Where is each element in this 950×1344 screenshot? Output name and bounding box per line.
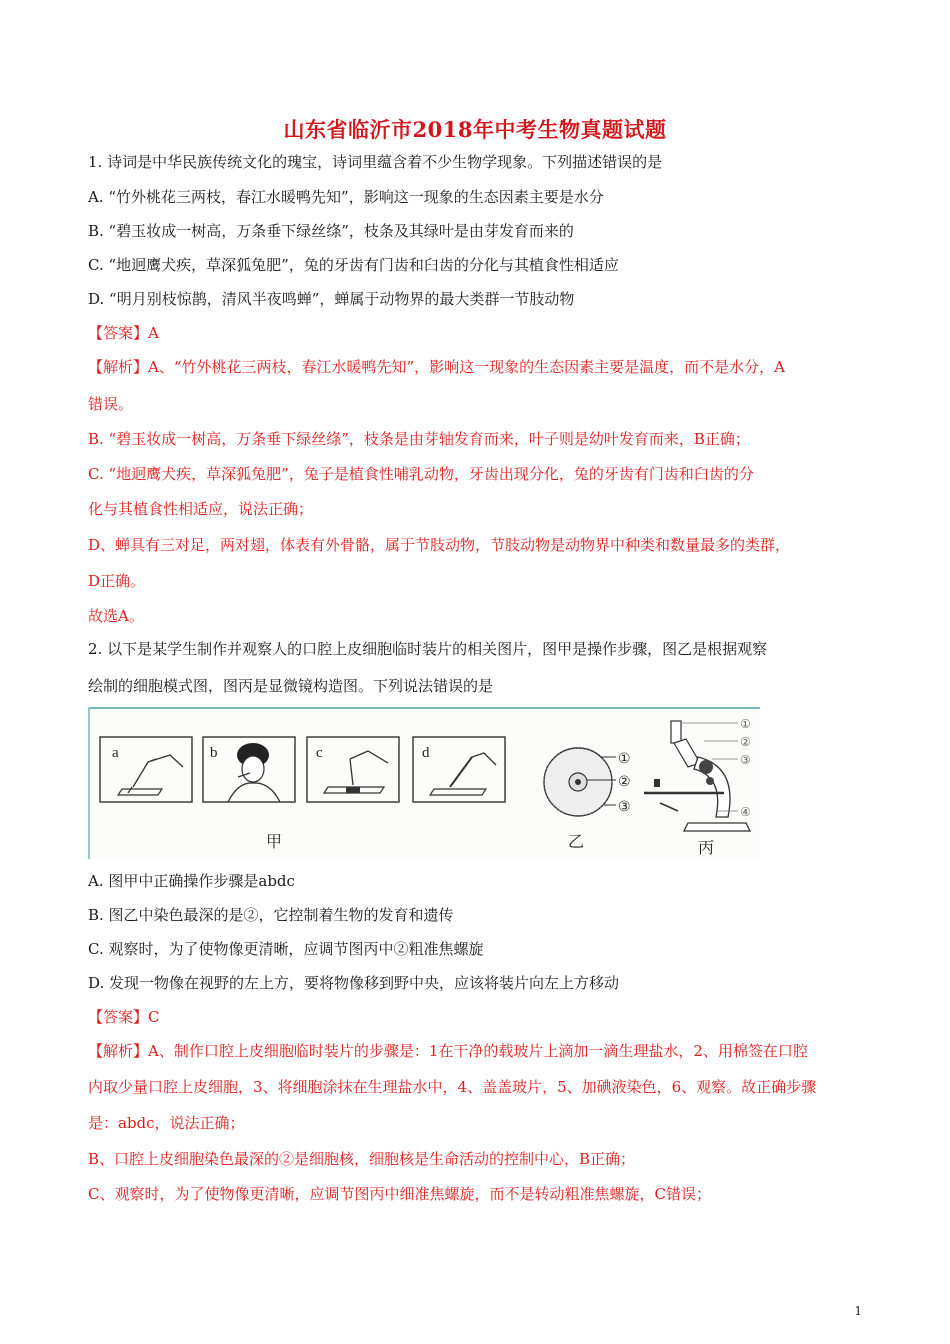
q2-option-a: A. 图甲中正确操作步骤是abdc — [88, 872, 295, 890]
q1-option-c: C. “地迥鹰犬疾，草深狐兔肥”，兔的牙齿有门齿和臼齿的分化与其植食性相适应 — [88, 256, 619, 274]
scope-label: ① — [740, 717, 751, 731]
q2-stem-line: 绘制的细胞模式图，图丙是显微镜构造图。下列说法错误的是 — [88, 677, 494, 695]
q1-stem: 1. 诗词是中华民族传统文化的瑰宝，诗词里蕴含着不少生物学现象。下列描述错误的是 — [88, 153, 663, 171]
q1-answer: 【答案】A — [88, 324, 159, 342]
q2-figure — [88, 707, 760, 859]
caption-jia: 甲 — [266, 834, 283, 851]
q2-figure-drawing — [88, 707, 760, 859]
q2-analysis-line: 是：abdc，说法正确； — [88, 1114, 245, 1132]
q1-option-a: A. “竹外桃花三两枝，春江水暖鸭先知”，影响这一现象的生态因素主要是水分 — [88, 188, 604, 206]
scope-label: ③ — [740, 753, 751, 767]
page-title: 山东省临沂市2018年中考生物真题试题 — [283, 117, 667, 142]
q2-analysis-line: C、观察时，为了使物像更清晰，应调节图丙中细准焦螺旋，而不是转动粗准焦螺旋，C错误； — [88, 1185, 711, 1203]
q1-analysis-line: D正确。 — [88, 572, 146, 590]
page-number: 1 — [854, 1304, 862, 1318]
step-label: a — [112, 745, 119, 761]
caption-yi: 乙 — [568, 834, 585, 851]
q2-option-c: C. 观察时，为了使物像更清晰，应调节图丙中②粗准焦螺旋 — [88, 940, 484, 958]
q1-analysis-line: 错误。 — [88, 395, 134, 413]
q2-answer: 【答案】C — [88, 1008, 160, 1026]
q1-analysis-line: B. “碧玉妆成一树高，万条垂下绿丝绦”，枝条是由芽轴发育而来，叶子则是幼叶发育而来，B正确； — [88, 430, 750, 448]
scope-label: ④ — [740, 805, 751, 819]
q1-option-b: B. “碧玉妆成一树高，万条垂下绿丝绦”，枝条及其绿叶是由芽发育而来的 — [88, 222, 574, 240]
q2-analysis-line: B、口腔上皮细胞染色最深的②是细胞核，细胞核是生命活动的控制中心，B正确； — [88, 1150, 636, 1168]
q2-option-d: D. 发现一物像在视野的左上方，要将物像移到野中央，应该将装片向左上方移动 — [88, 974, 620, 992]
cell-label: ① — [618, 751, 631, 767]
q1-option-d: D. “明月别枝惊鹊，清风半夜鸣蝉”，蝉属于动物界的最大类群一节肢动物 — [88, 290, 575, 308]
step-label: b — [210, 745, 218, 761]
q2-analysis-line: 内取少量口腔上皮细胞，3、将细胞涂抹在生理盐水中，4、盖盖玻片，5、加碘液染色，6、观察。故正确步骤 — [88, 1078, 817, 1096]
q2-option-b: B. 图乙中染色最深的是②，它控制着生物的发育和遗传 — [88, 906, 454, 924]
q1-analysis-line: 【解析】A、“竹外桃花三两枝，春江水暖鸭先知”，影响这一现象的生态因素主要是温度，而不是水分，A — [88, 358, 786, 376]
scope-label: ② — [740, 735, 751, 749]
cell-diagram — [544, 748, 631, 816]
q1-analysis-line: 化与其植食性相适应，说法正确； — [88, 500, 314, 518]
q2-analysis-line: 【解析】A、制作口腔上皮细胞临时装片的步骤是：1在干净的载玻片上滴加一滴生理盐水，2、用棉签在口腔 — [88, 1042, 808, 1060]
cell-label: ② — [618, 774, 631, 790]
step-label: d — [422, 745, 430, 761]
q1-analysis-line: C. “地迥鹰犬疾，草深狐兔肥”，兔子是植食性哺乳动物，牙齿出现分化，兔的牙齿有门齿和臼齿的分 — [88, 465, 754, 483]
q2-stem-line: 2. 以下是某学生制作并观察人的口腔上皮细胞临时装片的相关图片，图甲是操作步骤，图乙是根据观察 — [88, 640, 768, 658]
step-label: c — [316, 745, 323, 761]
q1-analysis-line: D、蝉具有三对足，两对翅，体表有外骨骼，属于节肢动物，节肢动物是动物界中种类和数量最多的类群， — [88, 536, 791, 554]
q1-analysis-line: 故选A。 — [88, 607, 144, 625]
caption-bing: 丙 — [698, 840, 715, 857]
cell-label: ③ — [618, 799, 631, 815]
